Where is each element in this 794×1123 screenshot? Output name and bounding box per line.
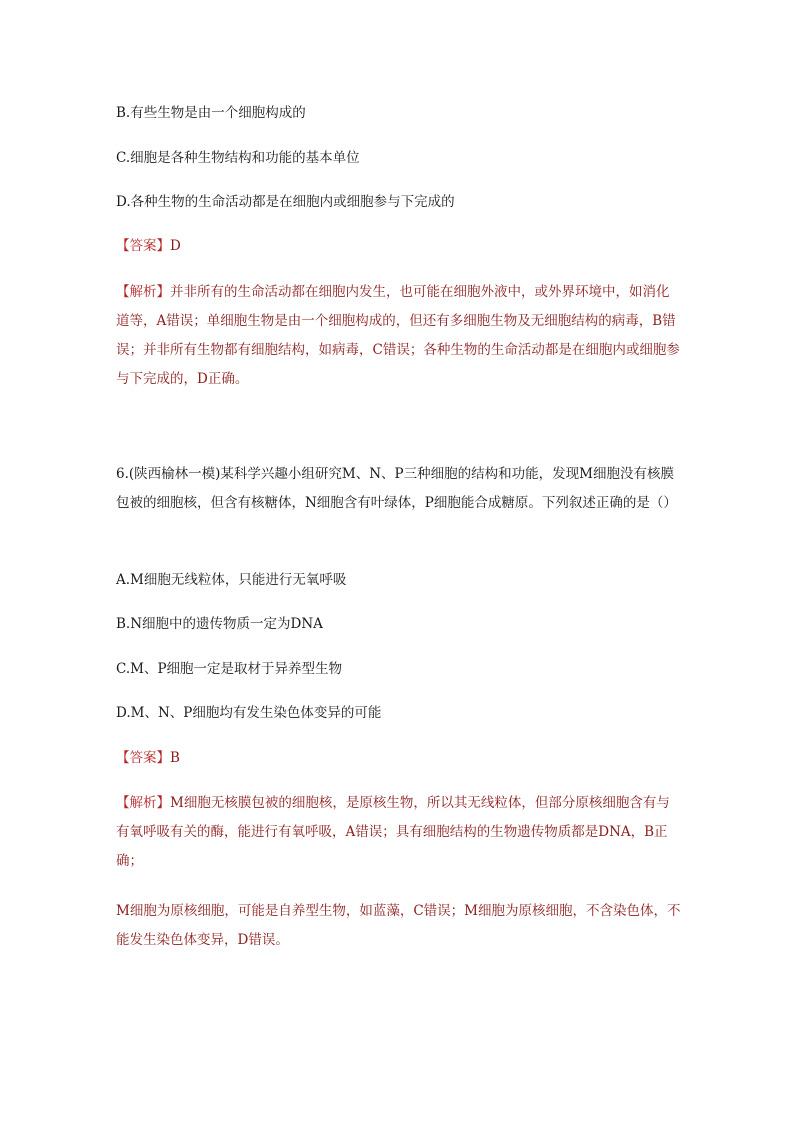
q6-option-c: C.M、P细胞一定是取材于异养型生物 <box>116 661 343 677</box>
q5-option-d: D.各种生物的生命活动都是在细胞内或细胞参与下完成的 <box>116 194 455 210</box>
answer-tag: 【答案】 <box>116 238 170 254</box>
analysis-text: 并非所有的生命活动都在细胞内发生，也可能在细胞外液中，或外界环境中，如消化道等，A错误；单细胞生物是由一个细胞构成的，但还有多细胞生物及无细胞结构的病毒，B错误；并非所有生物都有细胞结构，如病毒，C错误；各种生物的生命活动都是在细胞内或细胞参与下完成的，D正确。 <box>116 284 680 387</box>
answer-tag: 【答案】 <box>116 750 170 766</box>
q6-option-a: A.M细胞无线粒体，只能进行无氧呼吸 <box>116 572 347 588</box>
q6-option-b: B.N细胞中的遗传物质一定为DNA <box>116 616 323 632</box>
q6-analysis-2: M细胞为原核细胞，可能是自养型生物，如蓝藻，C错误；M细胞为原核细胞，不含染色体，不能发生染色体变异，D错误。 <box>116 903 681 948</box>
q5-answer <box>116 236 181 256</box>
q6-answer <box>116 748 180 768</box>
answer-value: D <box>170 238 181 254</box>
q5-analysis <box>116 278 682 394</box>
q5-option-c: C.细胞是各种生物结构和功能的基本单位 <box>116 150 360 166</box>
q6-analysis-1 <box>116 789 682 876</box>
analysis-tag: 【解析】 <box>116 284 170 300</box>
q5-option-b: B.有些生物是由一个细胞构成的 <box>116 105 306 121</box>
analysis-tag: 【解析】 <box>116 795 170 811</box>
answer-value: B <box>170 750 180 766</box>
analysis-text: M细胞无核膜包被的细胞核，是原核生物，所以其无线粒体，但部分原核细胞含有与有氧呼吸有关的酶，能进行有氧呼吸，A错误；具有细胞结构的生物遗传物质都是DNA，B正确； <box>116 795 670 869</box>
q6-option-d: D.M、N、P细胞均有发生染色体变异的可能 <box>116 705 382 721</box>
q6-stem: 6.(陕西榆林一模)某科学兴趣小组研究M、N、P三种细胞的结构和功能，发现M细胞没有核膜包被的细胞核，但含有核糖体，N细胞含有叶绿体，P细胞能合成糖原。下列叙述正确的是（） <box>116 466 677 511</box>
